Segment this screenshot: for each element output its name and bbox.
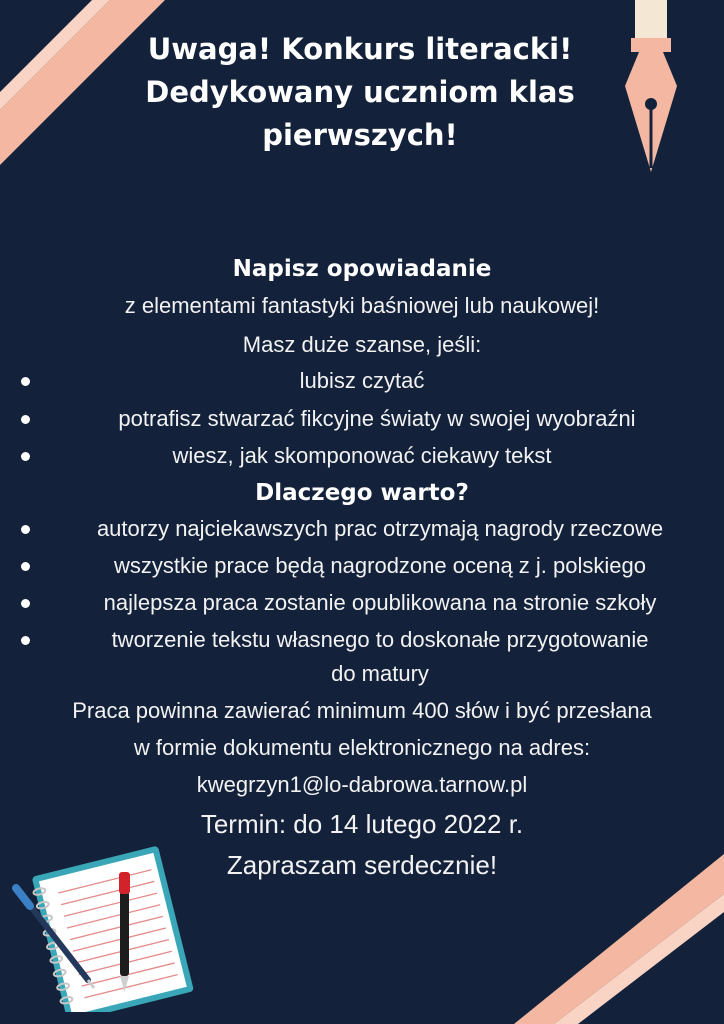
requirements-line-1: Praca powinna zawierać minimum 400 słów i być przesłana [72,698,652,723]
deadline-text: Termin: do 14 lutego 2022 r. [200,809,524,839]
bullet [21,562,30,571]
bullet [21,415,30,424]
bullet [21,599,30,608]
bullet [21,636,30,645]
bullet [21,525,30,534]
condition-item-3: wiesz, jak skomponować ciekawy tekst [172,443,552,468]
why-item-4: tworzenie tekstu własnego to doskonałe przygotowanie [111,627,649,652]
invite-text: Zapraszam serdecznie! [226,850,498,880]
why-item-3: najlepsza praca zostanie opublikowana na stronie szkoły [103,590,657,615]
why-heading: Dlaczego warto? [255,480,469,506]
intro-line-2: Masz duże szanse, jeśli: [242,332,482,357]
red-pen-icon [119,872,130,992]
requirements-line-2: w formie dokumentu elektronicznego na adres: [133,735,591,760]
condition-item-2: potrafisz stwarzać fikcyjne światy w swojej wyobraźni [118,406,636,431]
intro-line-1: z elementami fantastyki baśniowej lub naukowej! [124,293,600,318]
why-item-4-continued: do matury [331,661,429,686]
bullet [21,377,30,386]
bullet [21,452,30,461]
intro-heading: Napisz opowiadanie [232,256,492,282]
fountain-pen-icon [617,0,687,175]
page-title [110,28,610,157]
why-item-2: wszystkie prace będą nagrodzone oceną z j. polskiego [114,553,646,578]
condition-item-1: lubisz czytać [299,368,425,393]
email-address: kwegrzyn1@lo-dabrowa.tarnow.pl [196,772,528,797]
headline-line-3: pierwszych! [262,118,458,152]
headline-line-1: Uwaga! Konkurs literacki! [147,32,573,66]
why-item-1: autorzy najciekawszych prac otrzymają nagrody rzeczowe [96,516,664,541]
headline-line-2: Dedykowany uczniom klas [145,75,575,109]
